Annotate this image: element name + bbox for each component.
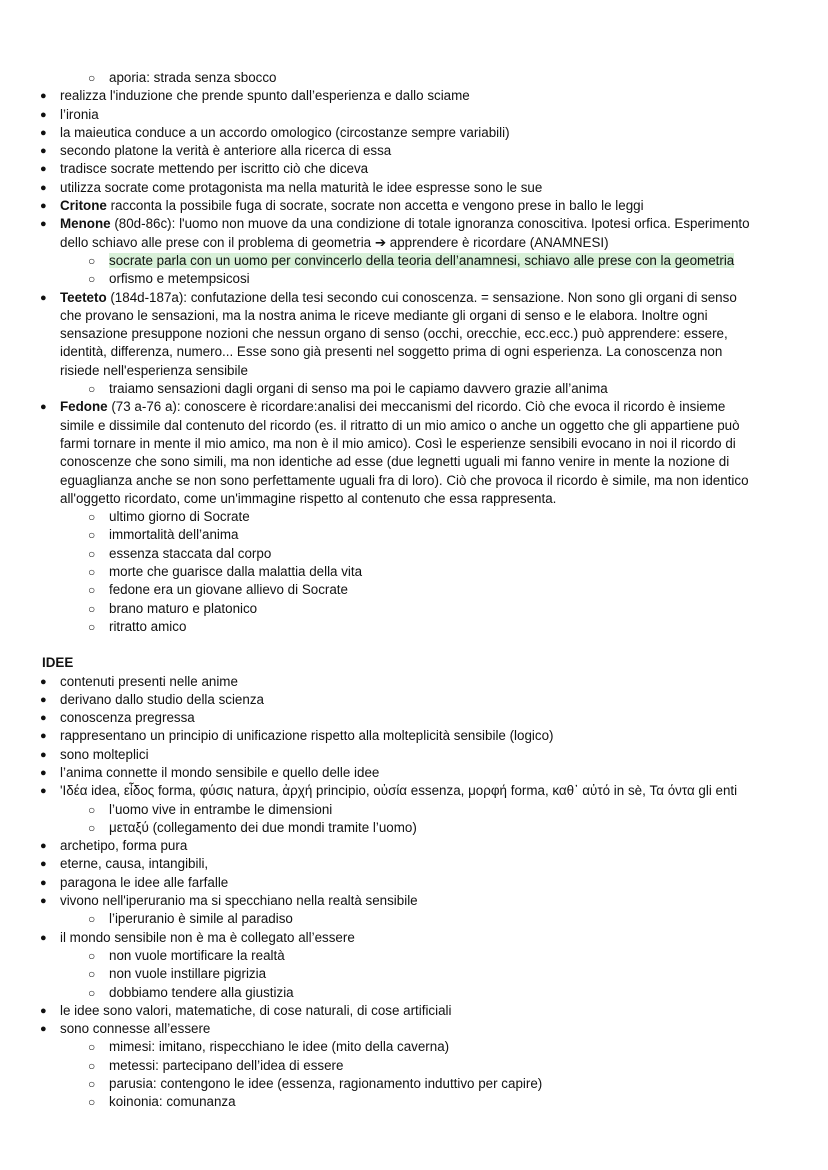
list-item-text — [60, 198, 644, 213]
list-item-continuation — [40, 325, 788, 343]
list-item-text — [109, 509, 250, 524]
item-body: eguaglianza anche se non sono perfettamente uguali fra di loro). Ciò che provoca il ricordo è simile, ma non identico — [60, 472, 749, 488]
list-item-text — [60, 235, 609, 250]
list-item-text — [109, 1039, 449, 1054]
hollow-bullet-icon: ○ — [88, 601, 96, 616]
hollow-bullet-icon: ○ — [88, 71, 96, 85]
bullet-icon: ● — [40, 108, 47, 121]
hollow-bullet-icon: ○ — [88, 948, 96, 963]
list-item-text — [60, 473, 749, 488]
dialogue-title: Critone — [60, 198, 107, 214]
sub-list-item — [40, 801, 788, 819]
item-body: sono molteplici — [60, 746, 149, 762]
sub-list-item — [40, 380, 788, 398]
hollow-bullet-icon: ○ — [88, 619, 96, 634]
item-body: (184d-187a): confutazione della tesi secondo cui conoscenza. = sensazione. Non sono gli organi di senso — [106, 289, 737, 305]
item-body: 'Ιδέα idea, εἶδος forma, φύσις natura, ἀρχή principio, οὐσία essenza, μορφή forma, καθ᾽ αὐτό in sè, Τα όντα gli enti — [60, 783, 738, 799]
item-body: utilizza socrate come protagonista ma nella maturità le idee espresse sono le sue — [60, 179, 543, 195]
list-item-text — [60, 930, 355, 945]
list-item-continuation — [40, 362, 788, 380]
bullet-icon: ● — [40, 181, 47, 194]
hollow-bullet-icon: ○ — [88, 967, 96, 982]
list-item — [40, 709, 788, 727]
item-body: derivano dallo studio della scienza — [60, 691, 264, 707]
hollow-bullet-icon: ○ — [88, 253, 96, 268]
item-body: fedone era un giovane allievo di Socrate — [109, 582, 348, 598]
list-item — [40, 87, 788, 105]
list-item-text — [60, 783, 737, 798]
list-item-text — [60, 143, 391, 158]
list-item — [40, 782, 788, 800]
bullet-icon: ● — [40, 145, 47, 158]
item-body: risiede nell'esperienza sensibile — [60, 362, 248, 378]
item-body: metessi: partecipano dell’idea di essere — [109, 1057, 344, 1073]
list-item-text — [60, 856, 208, 871]
list-item-text — [109, 802, 332, 817]
item-body: conoscenze che sono simili, ma non identiche ad esse (due legnetti uguali mi fanno venire in mente la nozione di — [60, 454, 730, 470]
list-item-text — [109, 1058, 343, 1073]
list-item-text — [60, 1003, 452, 1018]
list-item-text — [60, 436, 736, 451]
list-item-text — [109, 70, 276, 85]
item-body: la maieutica conduce a un accordo omologico (circostanze sempre variabili) — [60, 124, 510, 140]
item-body: ritratto amico — [109, 618, 187, 634]
list-item-text — [60, 161, 368, 176]
list-item — [40, 215, 788, 233]
bullet-icon: ● — [40, 931, 47, 944]
list-item-text — [60, 363, 248, 378]
list-item-text — [60, 125, 510, 140]
hollow-bullet-icon: ○ — [88, 565, 96, 580]
list-item-text — [60, 399, 725, 414]
item-body: contenuti presenti nelle anime — [60, 673, 238, 689]
item-body: mimesi: imitano, rispecchiano le idee (mito della caverna) — [109, 1039, 450, 1055]
list-item-text — [109, 527, 239, 542]
notes-list-dialoghi — [40, 69, 788, 636]
item-body: brano maturo e platonico — [109, 600, 258, 616]
list-item — [40, 727, 788, 745]
item-body: archetipo, forma pura — [60, 838, 188, 854]
dialogue-title: Fedone — [60, 399, 108, 415]
item-body: paragona le idee alle farfalle — [60, 874, 229, 890]
list-item-text — [60, 454, 729, 469]
list-item-continuation — [40, 435, 788, 453]
list-item-text — [109, 564, 362, 579]
hollow-bullet-icon: ○ — [88, 546, 96, 561]
dialogue-title: Menone — [60, 216, 111, 232]
list-item-text — [109, 546, 271, 561]
hollow-bullet-icon: ○ — [88, 510, 96, 525]
list-item — [40, 160, 788, 178]
list-item-text — [60, 1021, 210, 1036]
list-item-text — [60, 344, 722, 359]
sub-list-item — [40, 1075, 788, 1093]
hollow-bullet-icon: ○ — [88, 382, 96, 397]
sub-list-item — [40, 1057, 788, 1075]
sub-list-item — [40, 252, 788, 270]
list-item-text — [109, 271, 250, 286]
item-body: vivono nell'iperuranio ma si specchiano nella realtà sensibile — [60, 893, 418, 909]
list-item-continuation — [40, 234, 788, 252]
list-item-text — [60, 674, 238, 689]
bullet-icon: ● — [40, 90, 47, 103]
hollow-bullet-icon: ○ — [88, 1040, 96, 1055]
sub-list-item — [40, 910, 788, 928]
item-body: (80d-86c): l'uomo non muove da una condizione di totale ignoranza conoscitiva. Ipotesi orfica. Esperimento — [110, 216, 750, 232]
bullet-icon: ● — [40, 126, 47, 139]
list-item-text — [109, 619, 186, 634]
bullet-icon: ● — [40, 675, 47, 688]
sub-list-item — [40, 984, 788, 1002]
bullet-icon: ● — [40, 876, 47, 889]
list-item-text — [109, 582, 348, 597]
item-body: essenza staccata dal corpo — [109, 545, 272, 561]
sub-list-item — [40, 526, 788, 544]
list-item-text — [109, 381, 608, 396]
bullet-icon: ● — [40, 748, 47, 761]
item-body: sensazione presuppone nozioni che nessun organo di senso (occhi, orecchie, ecc.ecc.) può apprendere: essere, — [60, 326, 728, 342]
list-item — [40, 855, 788, 873]
section-heading-idee: IDEE — [42, 655, 74, 671]
list-item-text — [109, 911, 293, 926]
list-item-text — [60, 88, 470, 103]
sub-list-item — [40, 1093, 788, 1111]
bullet-icon: ● — [40, 840, 47, 853]
item-body: morte che guarisce dalla malattia della vita — [109, 564, 363, 580]
list-item — [40, 398, 788, 416]
bullet-icon: ● — [40, 200, 47, 213]
hollow-bullet-icon: ○ — [88, 528, 96, 543]
list-item — [40, 746, 788, 764]
item-body: parusia: contengono le idee (essenza, ragionamento induttivo per capire) — [109, 1076, 543, 1092]
item-body: l’ironia — [60, 106, 99, 122]
bullet-icon: ● — [40, 218, 47, 231]
bullet-icon: ● — [40, 766, 47, 779]
item-body: secondo platone la verità è anteriore alla ricerca di essa — [60, 143, 392, 159]
list-item-continuation — [40, 417, 788, 435]
item-body: socrate parla con un uomo per convincerlo della teoria dell’anamnesi, schiavo alle prese con la geometria — [109, 252, 735, 268]
item-body: non vuole mortificare la realtà — [109, 947, 285, 963]
item-body: koinonia: comunanza — [109, 1094, 236, 1110]
bullet-icon: ● — [40, 163, 47, 176]
list-item-text — [60, 491, 556, 506]
bullet-icon: ● — [40, 1023, 47, 1036]
list-item-text — [109, 948, 285, 963]
hollow-bullet-icon: ○ — [88, 820, 96, 835]
item-body: eterne, causa, intangibili, — [60, 856, 209, 872]
sub-list-item — [40, 545, 788, 563]
list-item-text — [60, 728, 554, 743]
bullet-icon: ● — [40, 730, 47, 743]
list-item-continuation — [40, 472, 788, 490]
item-body: che provano le sensazioni, ma la nostra anima le riceve mediante gli organi di senso e le elabora. Inoltre ogni — [60, 307, 708, 323]
list-item — [40, 124, 788, 142]
item-body: realizza l'induzione che prende spunto dall’esperienza e dallo sciame — [60, 88, 470, 104]
bullet-icon: ● — [40, 858, 47, 871]
bullet-icon: ● — [40, 401, 47, 414]
list-item-text — [60, 765, 379, 780]
list-item — [40, 892, 788, 910]
sub-list-item — [40, 563, 788, 581]
list-item-text — [60, 692, 264, 707]
item-body: dello schiavo alle prese con il problema di geometria ➔ apprendere è ricordare (ANAMNESI) — [60, 234, 609, 250]
sub-list-item — [40, 947, 788, 965]
list-item-continuation — [40, 343, 788, 361]
list-item — [40, 874, 788, 892]
bullet-icon: ● — [40, 291, 47, 304]
hollow-bullet-icon: ○ — [88, 1077, 96, 1092]
sub-list-item — [40, 270, 788, 288]
item-body: racconta la possibile fuga di socrate, socrate non accetta e vengono prese in ballo le leggi — [106, 198, 644, 214]
list-item-text — [109, 966, 266, 981]
list-item — [40, 106, 788, 124]
list-item-text — [60, 326, 728, 341]
sub-list-item — [40, 581, 788, 599]
sub-list-item — [40, 600, 788, 618]
sub-list-item — [40, 819, 788, 837]
list-item — [40, 929, 788, 947]
item-body: simile e dissimile dal contenuto del ricordo (es. il ritratto di un mio amico o anche un oggetto che gli appartiene può — [60, 417, 740, 433]
sub-list-item — [40, 618, 788, 636]
list-item-text — [60, 747, 149, 762]
list-item — [40, 691, 788, 709]
item-body: rappresentano un principio di unificazione rispetto alla molteplicità sensibile (logico) — [60, 728, 554, 744]
hollow-bullet-icon: ○ — [88, 985, 96, 1000]
list-item-text — [60, 893, 418, 908]
list-item-text — [109, 1076, 542, 1091]
list-item-continuation — [40, 490, 788, 508]
list-item-text — [109, 820, 417, 835]
item-body: traiamo sensazioni dagli organi di senso ma poi le capiamo davvero grazie all’anima — [109, 381, 608, 397]
list-item — [40, 1002, 788, 1020]
item-body: all'oggetto ricordato, come un'immagine rispetto al contenuto che essa rappresenta. — [60, 490, 557, 506]
bullet-icon: ● — [40, 712, 47, 725]
sub-list-item — [40, 965, 788, 983]
sub-list-item — [40, 69, 788, 87]
item-body: dobbiamo tendere alla giustizia — [109, 984, 294, 1000]
item-body: tradisce socrate mettendo per iscritto ciò che diceva — [60, 161, 369, 177]
item-body: aporia: strada senza sbocco — [109, 70, 277, 85]
list-item — [40, 142, 788, 160]
sub-list-item — [40, 1038, 788, 1056]
list-item-text — [60, 290, 737, 305]
item-body: le idee sono valori, matematiche, di cose naturali, di cose artificiali — [60, 1002, 452, 1018]
list-item-text — [60, 216, 750, 231]
list-item — [40, 197, 788, 215]
item-body: l’anima connette il mondo sensibile e quello delle idee — [60, 764, 380, 780]
hollow-bullet-icon: ○ — [88, 583, 96, 598]
list-item — [40, 179, 788, 197]
list-item-text — [60, 418, 740, 433]
list-item — [40, 1020, 788, 1038]
item-body: non vuole instillare pigrizia — [109, 966, 267, 982]
list-item — [40, 764, 788, 782]
item-body: sono connesse all’essere — [60, 1021, 211, 1037]
hollow-bullet-icon: ○ — [88, 1095, 96, 1110]
item-body: farmi tornare in mente il mio amico, ma non è il mio amico). Così le esperienze sensibili evocano in noi il ricordo di — [60, 435, 736, 451]
list-item-text — [60, 838, 187, 853]
hollow-bullet-icon: ○ — [88, 272, 96, 287]
list-item-text — [60, 308, 708, 323]
item-body: (73 a-76 a): conoscere è ricordare:analisi dei meccanismi del ricordo. Ciò che evoca il ricordo è insieme — [107, 399, 726, 415]
list-item — [40, 837, 788, 855]
item-body: l’iperuranio è simile al paradiso — [109, 911, 293, 927]
notes-list-idee — [40, 673, 788, 1112]
list-item-continuation — [40, 453, 788, 471]
bullet-icon: ● — [40, 693, 47, 706]
bullet-icon: ● — [40, 785, 47, 798]
list-item-text — [60, 875, 228, 890]
list-item-continuation — [40, 307, 788, 325]
list-item — [40, 673, 788, 691]
item-body: il mondo sensibile non è ma è collegato all’essere — [60, 929, 355, 945]
item-body: μεταξύ (collegamento dei due mondi tramite l’uomo) — [109, 819, 417, 835]
hollow-bullet-icon: ○ — [88, 1058, 96, 1073]
list-item-text — [60, 180, 542, 195]
item-body: immortalità dell’anima — [109, 527, 239, 543]
list-item-text — [60, 710, 195, 725]
list-item-text — [60, 107, 99, 122]
item-body: orfismo e metempsicosi — [109, 271, 250, 287]
list-item-text — [109, 601, 257, 616]
hollow-bullet-icon: ○ — [88, 912, 96, 927]
item-body: ultimo giorno di Socrate — [109, 509, 250, 525]
list-item-text — [109, 985, 294, 1000]
item-body: identità, differenza, numero... Esse sono già presenti nel soggetto prima di ogni esperienza. La conoscenza non — [60, 344, 723, 360]
bullet-icon: ● — [40, 895, 47, 908]
list-item-text — [109, 253, 734, 268]
hollow-bullet-icon: ○ — [88, 802, 96, 817]
bullet-icon: ● — [40, 1004, 47, 1017]
list-item-text — [109, 1094, 236, 1109]
item-body: conoscenza pregressa — [60, 710, 195, 726]
item-body: l’uomo vive in entrambe le dimensioni — [109, 801, 333, 817]
sub-list-item — [40, 508, 788, 526]
dialogue-title: Teeteto — [60, 289, 107, 305]
list-item — [40, 289, 788, 307]
